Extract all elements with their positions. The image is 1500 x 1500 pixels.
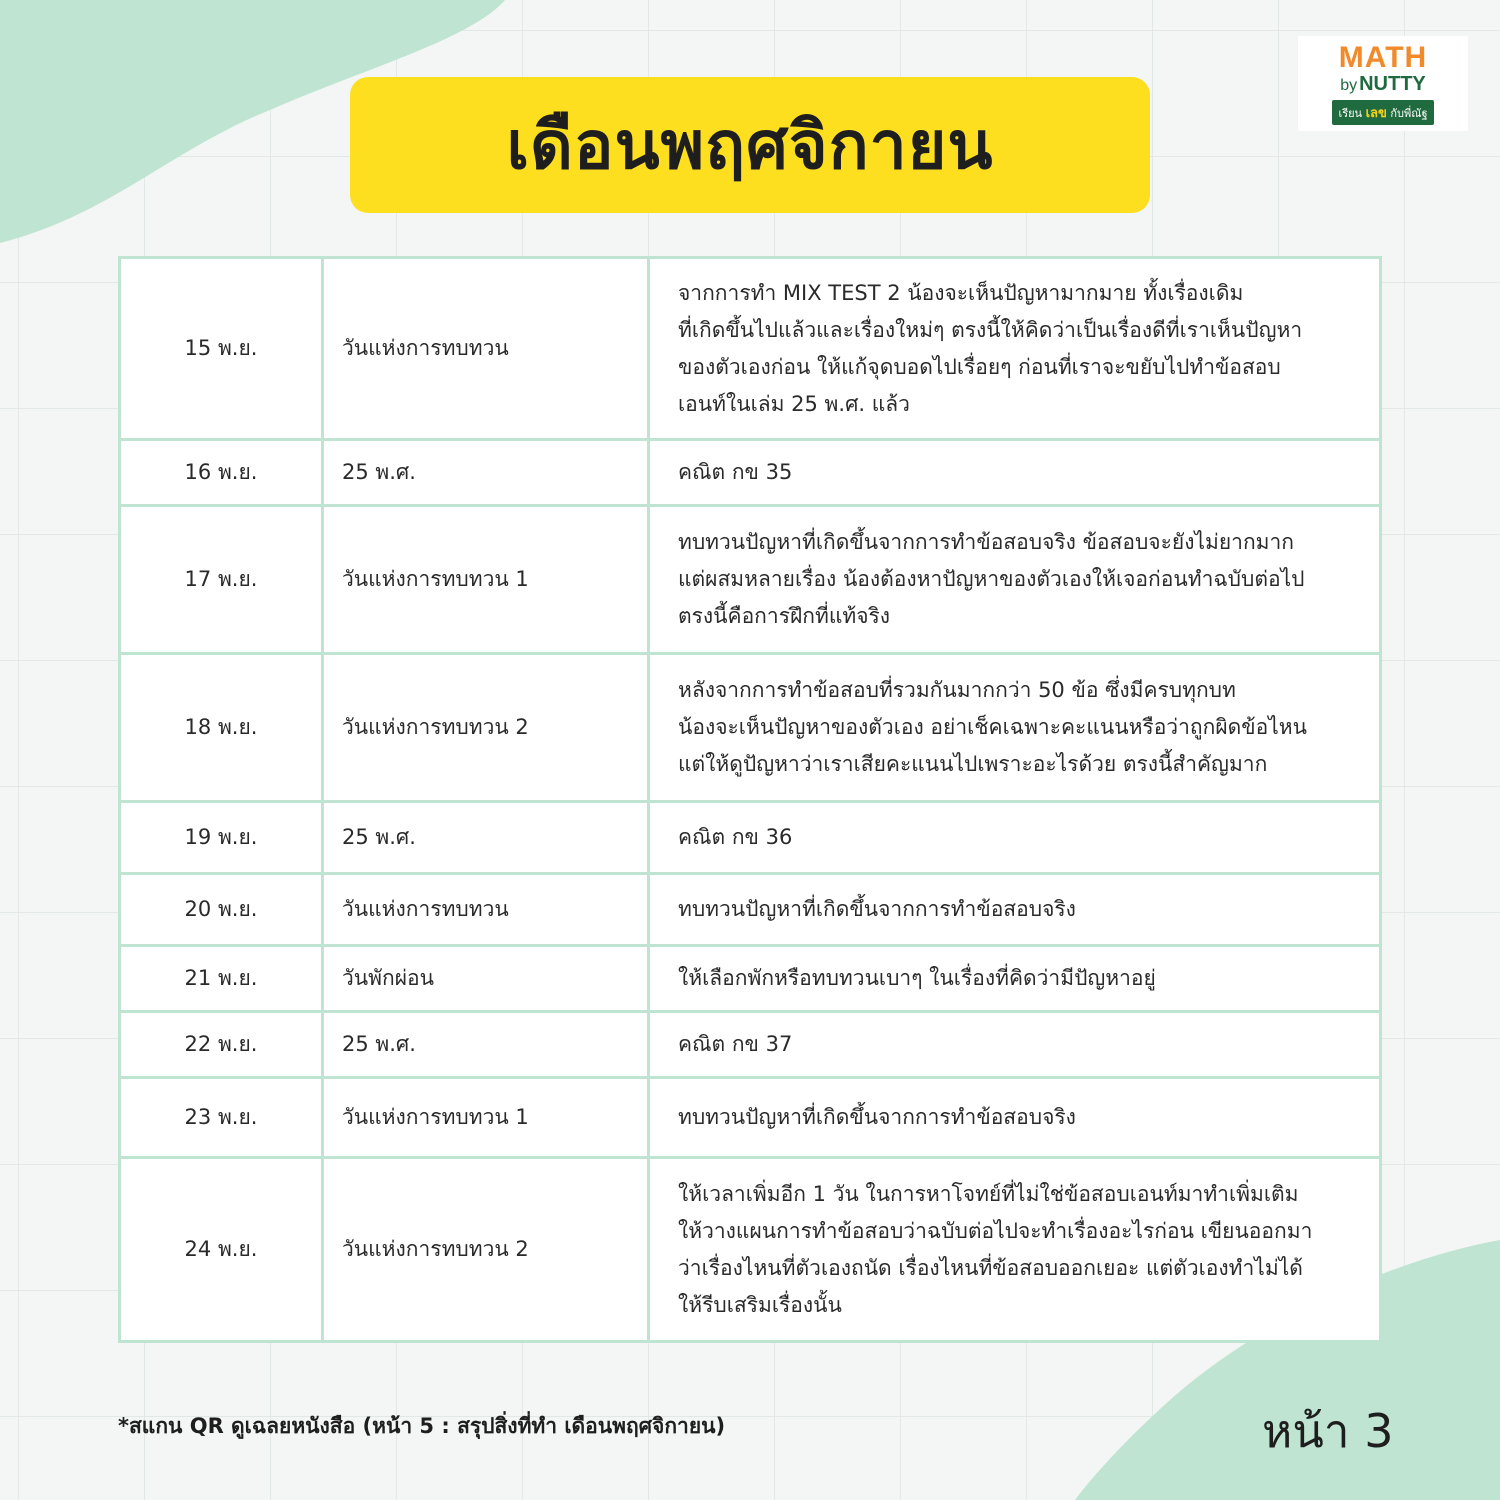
detail-line: จากการทำ MIX TEST 2 น้องจะเห็นปัญหามากมาย ทั้งเรื่องเดิม [678, 280, 1244, 305]
row-detail [649, 440, 1381, 506]
logo-tagline [1332, 100, 1433, 125]
row-topic: 25 พ.ศ. [323, 1012, 649, 1078]
row-date: 18 พ.ย. [120, 654, 323, 802]
schedule-row [120, 1012, 1381, 1078]
detail-line: หลังจากการทำข้อสอบที่รวมกันมากกว่า 50 ข้อ ซึ่งมีครบทุกบท [678, 678, 1236, 702]
logo-math-text: MATH [1338, 40, 1428, 74]
footer-note: *สแกน QR ดูเฉลยหนังสือ (หน้า 5 : สรุปสิ่งที่ทำ เดือนพฤศจิกายน) [118, 1414, 726, 1438]
schedule-row [120, 506, 1381, 654]
row-detail [649, 946, 1381, 1012]
detail-line: ให้รีบเสริมเรื่องนั้น [678, 1292, 842, 1317]
row-topic: วันแห่งการทบทวน 2 [323, 1158, 649, 1342]
row-topic: วันแห่งการทบทวน [323, 258, 649, 440]
row-topic: วันแห่งการทบทวน 2 [323, 654, 649, 802]
detail-line: ทบทวนปัญหาที่เกิดขึ้นจากการทำข้อสอบจริง ข้อสอบจะยังไม่ยากมาก [678, 530, 1295, 554]
schedule-table [118, 256, 1382, 1343]
page-title: เดือนพฤศจิกายน [506, 106, 994, 184]
detail-line: แต่ให้ดูปัญหาว่าเราเสียคะแนนไปเพราะอะไรด้วย ตรงนี้สำคัญมาก [678, 752, 1268, 776]
detail-line: ทบทวนปัญหาที่เกิดขึ้นจากการทำข้อสอบจริง [678, 897, 1076, 921]
row-topic: วันแห่งการทบทวน 1 [323, 1078, 649, 1158]
schedule-row [120, 874, 1381, 946]
logo-tagline-mid: เลข [1365, 105, 1387, 121]
detail-line: ตรงนี้คือการฝึกที่แท้จริง [678, 604, 891, 628]
row-topic: 25 พ.ศ. [323, 440, 649, 506]
schedule-row [120, 258, 1381, 440]
detail-line: ให้เลือกพักหรือทบทวนเบาๆ ในเรื่องที่คิดว่ามีปัญหาอยู่ [678, 966, 1156, 990]
row-topic: วันพักผ่อน [323, 946, 649, 1012]
row-date: 21 พ.ย. [120, 946, 323, 1012]
schedule-row [120, 802, 1381, 874]
schedule-row [120, 1158, 1381, 1342]
schedule-row [120, 654, 1381, 802]
row-topic: 25 พ.ศ. [323, 802, 649, 874]
schedule-row [120, 946, 1381, 1012]
detail-line: ให้วางแผนการทำข้อสอบว่าฉบับต่อไปจะทำเรื่องอะไรก่อน เขียนออกมา [678, 1218, 1313, 1243]
row-date: 19 พ.ย. [120, 802, 323, 874]
detail-line: ว่าเรื่องไหนที่ตัวเองถนัด เรื่องไหนที่ข้อสอบออกเยอะ แต่ตัวเองทำไม่ได้ [678, 1255, 1303, 1280]
brand-logo [1298, 36, 1468, 131]
row-detail [649, 1012, 1381, 1078]
row-topic: วันแห่งการทบทวน [323, 874, 649, 946]
row-detail [649, 874, 1381, 946]
row-date: 16 พ.ย. [120, 440, 323, 506]
row-date: 23 พ.ย. [120, 1078, 323, 1158]
detail-line: แต่ผสมหลายเรื่อง น้องต้องหาปัญหาของตัวเองให้เจอก่อนทำฉบับต่อไป [678, 567, 1305, 591]
row-date: 20 พ.ย. [120, 874, 323, 946]
row-detail [649, 654, 1381, 802]
row-detail [649, 506, 1381, 654]
title-banner [350, 77, 1150, 213]
logo-nutty-word: NUTTY [1359, 72, 1426, 95]
row-detail [649, 258, 1381, 440]
logo-nutty-text [1340, 73, 1426, 97]
detail-line: ให้เวลาเพิ่มอีก 1 วัน ในการหาโจทย์ที่ไม่ใช่ข้อสอบเอนท์มาทำเพิ่มเติม [678, 1181, 1299, 1206]
detail-line: ที่เกิดขึ้นไปแล้วและเรื่องใหม่ๆ ตรงนี้ให้คิดว่าเป็นเรื่องดีที่เราเห็นปัญหา [678, 317, 1303, 342]
row-detail [649, 1078, 1381, 1158]
row-detail [649, 1158, 1381, 1342]
row-date: 22 พ.ย. [120, 1012, 323, 1078]
logo-tagline-pre: เรียน [1338, 106, 1363, 120]
detail-line: น้องจะเห็นปัญหาของตัวเอง อย่าเช็คเฉพาะคะแนนหรือว่าถูกผิดข้อไหน [678, 715, 1307, 739]
detail-line: เอนท์ในเล่ม 25 พ.ศ. แล้ว [678, 391, 910, 416]
logo-tagline-post: กับพี่ณัฐ [1390, 106, 1428, 120]
detail-line: ทบทวนปัญหาที่เกิดขึ้นจากการทำข้อสอบจริง [678, 1105, 1076, 1129]
schedule-row [120, 1078, 1381, 1158]
detail-line: ของตัวเองก่อน ให้แก้จุดบอดไปเรื่อยๆ ก่อนที่เราจะขยับไปทำข้อสอบ [678, 354, 1281, 379]
row-date: 17 พ.ย. [120, 506, 323, 654]
row-detail [649, 802, 1381, 874]
row-date: 15 พ.ย. [120, 258, 323, 440]
row-topic: วันแห่งการทบทวน 1 [323, 506, 649, 654]
detail-line: คณิต กข 35 [678, 460, 793, 484]
detail-line: คณิต กข 36 [678, 825, 793, 849]
page-number: หน้า 3 [1262, 1404, 1394, 1458]
detail-line: คณิต กข 37 [678, 1032, 793, 1056]
row-date: 24 พ.ย. [120, 1158, 323, 1342]
logo-by-text: by [1340, 76, 1358, 94]
schedule-row [120, 440, 1381, 506]
